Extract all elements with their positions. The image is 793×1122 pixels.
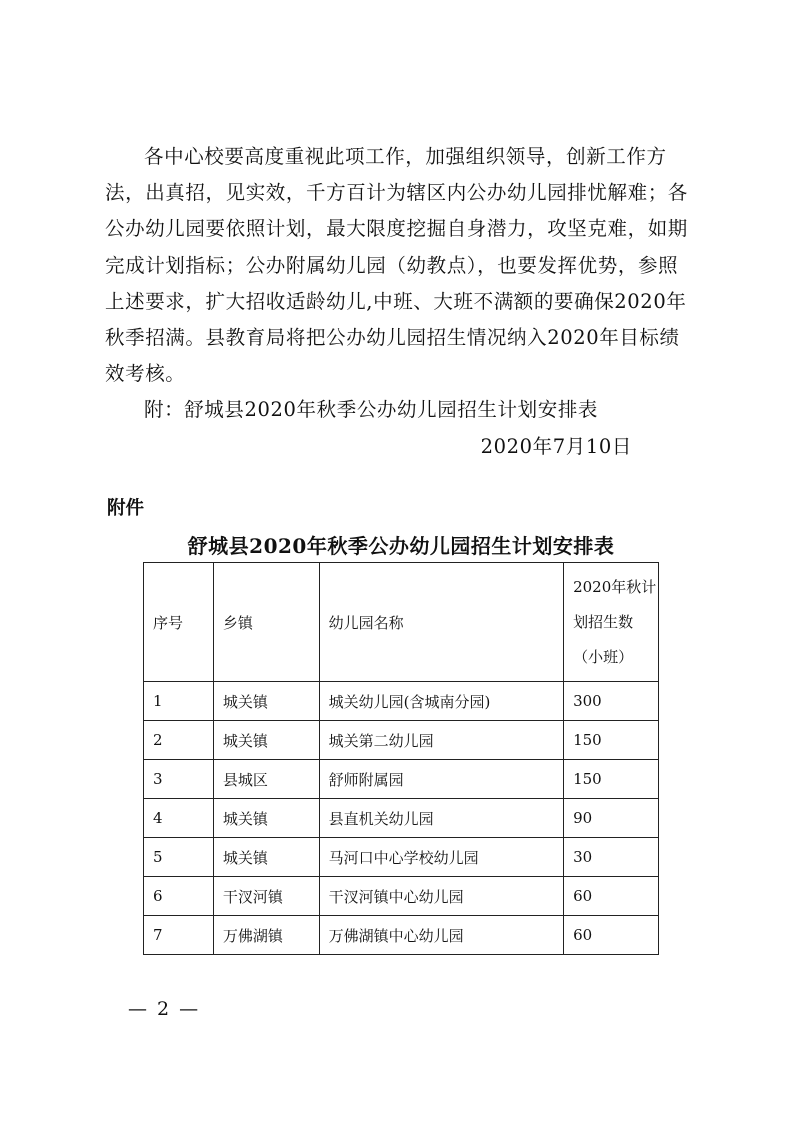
cell-no: 7 (144, 916, 214, 955)
cell-kindergarten-name: 城关幼儿园(含城南分园) (319, 682, 563, 721)
cell-kindergarten-name: 县直机关幼儿园 (319, 799, 563, 838)
table-row (144, 721, 659, 760)
cell-kindergarten-name: 马河口中心学校幼儿园 (319, 838, 563, 877)
cell-town: 干汊河镇 (213, 877, 319, 916)
cell-no: 3 (144, 760, 214, 799)
cell-town: 城关镇 (213, 838, 319, 877)
header-kindergarten-name: 幼儿园名称 (319, 563, 563, 682)
cell-kindergarten-name: 城关第二幼儿园 (319, 721, 563, 760)
cell-town: 城关镇 (213, 799, 319, 838)
table-header-row (144, 563, 659, 682)
cell-town: 县城区 (213, 760, 319, 799)
main-paragraph: 各中心校要高度重视此项工作，加强组织领导，创新工作方法，出真招，见实效，千方百计为辖区内公办幼儿园排忧解难；各公办幼儿园要依照计划，最大限度挖掘自身潜力，攻坚克难，如期完成计划指标；公办附属幼儿园（幼教点），也要发挥优势，参照上述要求，扩大招收适龄幼儿,中班、大班不满额的要确保2020年秋季招满。县教育局将把公办幼儿园招生情况纳入2020年目标绩效考核。 (105, 145, 688, 386)
cell-plan: 90 (564, 799, 659, 838)
table-row (144, 682, 659, 721)
table-row (144, 916, 659, 955)
cell-no: 4 (144, 799, 214, 838)
cell-no: 5 (144, 838, 214, 877)
cell-kindergarten-name: 干汊河镇中心幼儿园 (319, 877, 563, 916)
document-date: 2020年7月10日 (480, 434, 632, 458)
attachment-reference: 附：舒城县2020年秋季公办幼儿园招生计划安排表 (144, 398, 599, 422)
enrollment-plan-table (143, 562, 659, 955)
header-town: 乡镇 (213, 563, 319, 682)
body-text (105, 139, 690, 465)
table-row (144, 838, 659, 877)
table-row (144, 799, 659, 838)
cell-town: 万佛湖镇 (213, 916, 319, 955)
cell-kindergarten-name: 舒师附属园 (319, 760, 563, 799)
cell-plan: 150 (564, 721, 659, 760)
table-row (144, 760, 659, 799)
cell-kindergarten-name: 万佛湖镇中心幼儿园 (319, 916, 563, 955)
cell-no: 2 (144, 721, 214, 760)
cell-plan: 30 (564, 838, 659, 877)
cell-town: 城关镇 (213, 721, 319, 760)
attachment-label: 附件 (107, 498, 145, 519)
header-plan: 2020年秋计划招生数（小班） (564, 563, 659, 682)
header-no: 序号 (144, 563, 214, 682)
cell-plan: 150 (564, 760, 659, 799)
cell-town: 城关镇 (213, 682, 319, 721)
cell-plan: 60 (564, 916, 659, 955)
cell-plan: 300 (564, 682, 659, 721)
table-row (144, 877, 659, 916)
cell-plan: 60 (564, 877, 659, 916)
table-title: 舒城县2020年秋季公办幼儿园招生计划安排表 (187, 534, 615, 558)
cell-no: 6 (144, 877, 214, 916)
page-number: — 2 — (128, 998, 201, 1020)
cell-no: 1 (144, 682, 214, 721)
